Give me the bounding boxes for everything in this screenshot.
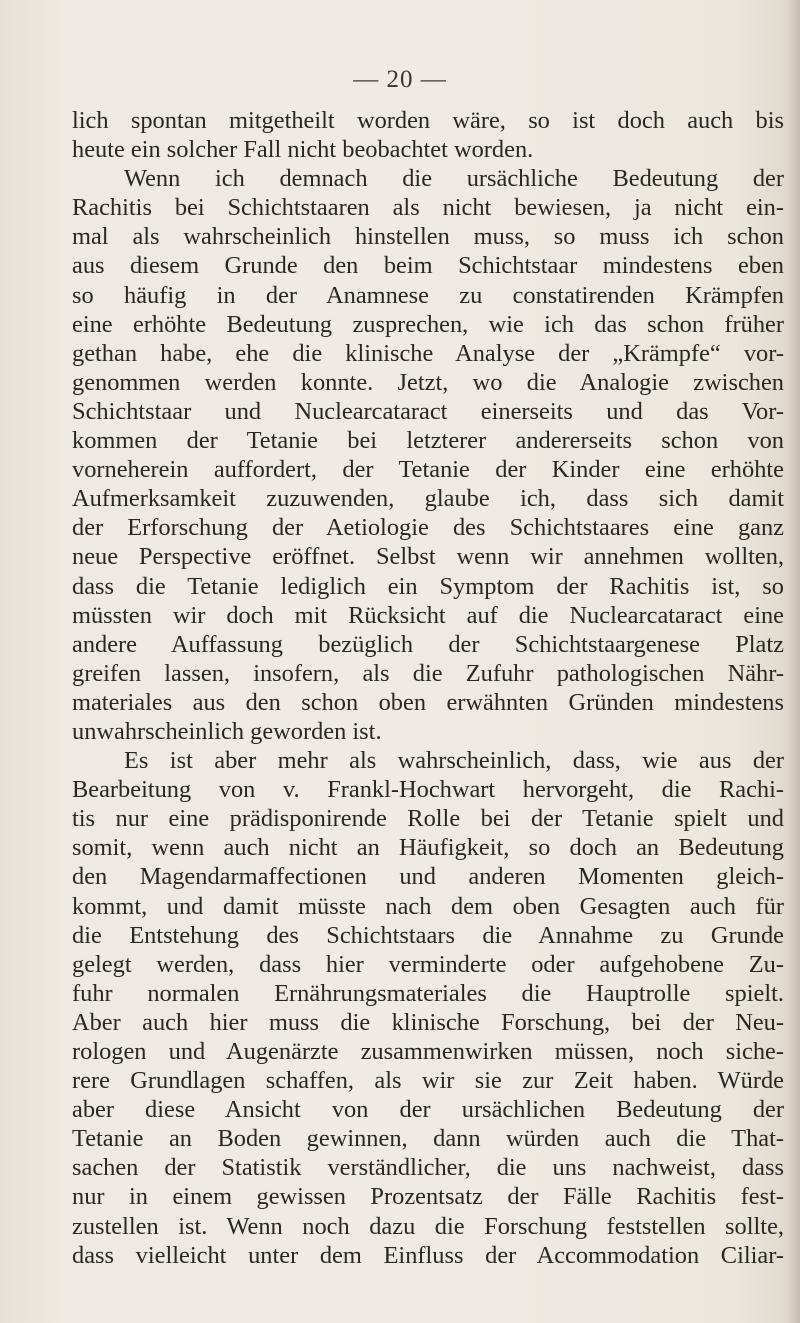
text-line: Tetanie an Boden gewinnen, dann würden auch die That- [72, 1125, 784, 1153]
body-text [72, 106, 784, 1270]
text-line: neue Perspective eröffnet. Selbst wenn wir annehmen wollten, [72, 543, 784, 571]
text-line: dass die Tetanie lediglich ein Symptom der Rachitis ist, so [72, 572, 784, 600]
text-line: gelegt werden, dass hier verminderte oder aufgehobene Zu- [72, 950, 784, 978]
text-line: Aufmerksamkeit zuzuwenden, glaube ich, dass sich damit [72, 485, 784, 513]
text-line: greifen lassen, insofern, als die Zufuhr pathologischen Nähr- [72, 659, 784, 687]
text-line: müssten wir doch mit Rücksicht auf die Nuclearcataract eine [72, 601, 784, 629]
text-line: Wenn ich demnach die ursächliche Bedeutung der [124, 165, 784, 193]
text-line: aber diese Ansicht von der ursächlichen Bedeutung der [72, 1096, 784, 1124]
text-line: nur in einem gewissen Prozentsatz der Fälle Rachitis fest- [72, 1183, 784, 1211]
text-line: Es ist aber mehr als wahrscheinlich, dass, wie aus der [124, 747, 784, 775]
text-line: Rachitis bei Schichtstaaren als nicht bewiesen, ja nicht ein- [72, 194, 784, 222]
text-line: so häufig in der Anamnese zu constatirenden Krämpfen [72, 281, 784, 309]
text-line: eine erhöhte Bedeutung zusprechen, wie ich das schon früher [72, 310, 784, 338]
page-edge-shadow [786, 0, 800, 1323]
text-line: genommen werden konnte. Jetzt, wo die Analogie zwischen [72, 368, 784, 396]
text-line: dass vielleicht unter dem Einfluss der Accommodation Ciliar- [72, 1241, 784, 1269]
text-line: den Magendarmaffectionen und anderen Momenten gleich- [72, 863, 784, 891]
text-line: rere Grundlagen schaffen, als wir sie zur Zeit haben. Würde [72, 1067, 784, 1095]
text-line: der Erforschung der Aetiologie des Schichtstaares eine ganz [72, 514, 784, 542]
text-line: kommen der Tetanie bei letzterer andererseits schon von [72, 427, 784, 455]
text-line: zustellen ist. Wenn noch dazu die Forschung feststellen sollte, [72, 1212, 784, 1240]
text-line: tis nur eine prädisponirende Rolle bei der Tetanie spielt und [72, 805, 784, 833]
text-line: sachen der Statistik verständlicher, die uns nachweist, dass [72, 1154, 784, 1182]
page-number: — 20 — [353, 66, 447, 93]
text-line: unwahrscheinlich geworden ist. [72, 717, 382, 745]
text-line: materiales aus den schon oben erwähnten Gründen mindestens [72, 688, 784, 716]
text-line: die Entstehung des Schichtstaars die Annahme zu Grunde [72, 921, 784, 949]
text-line: gethan habe, ehe die klinische Analyse der „Krämpfe“ vor- [72, 339, 784, 367]
text-line: fuhr normalen Ernährungsmateriales die Hauptrolle spielt. [72, 979, 784, 1007]
text-line: Schichtstaar und Nuclearcataract einerseits und das Vor- [72, 397, 784, 425]
text-line: rologen und Augenärzte zusammenwirken müssen, noch siche- [72, 1038, 784, 1065]
text-line: andere Auffassung bezüglich der Schichtstaargenese Platz [72, 630, 784, 658]
text-line: mal als wahrscheinlich hinstellen muss, so muss ich schon [72, 223, 784, 251]
text-line: somit, wenn auch nicht an Häufigkeit, so doch an Bedeutung [72, 834, 784, 862]
text-line: Bearbeitung von v. Frankl-Hochwart hervorgeht, die Rachi- [72, 776, 784, 804]
text-line: vorneherein auffordert, der Tetanie der Kinder eine erhöhte [72, 456, 784, 484]
text-line: aus diesem Grunde den beim Schichtstaar mindestens eben [72, 252, 784, 280]
text-line: Aber auch hier muss die klinische Forschung, bei der Neu- [72, 1008, 784, 1036]
text-line: heute ein solcher Fall nicht beobachtet worden. [72, 136, 534, 164]
text-line: lich spontan mitgetheilt worden wäre, so ist doch auch bis [72, 107, 784, 134]
text-line: kommt, und damit müsste nach dem oben Gesagten auch für [72, 892, 784, 920]
